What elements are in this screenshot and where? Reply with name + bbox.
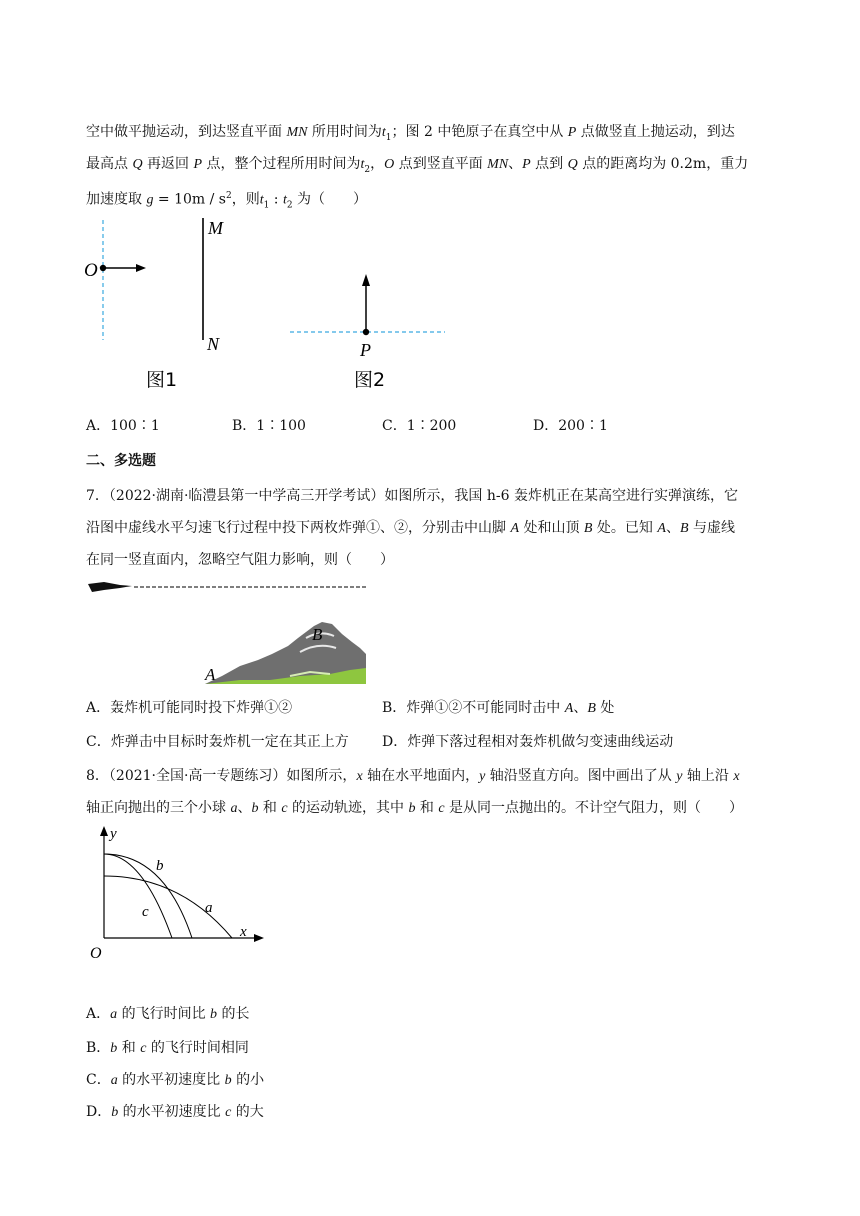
- trajectory-b: [104, 854, 192, 938]
- label-a-curve: a: [205, 900, 213, 916]
- q6-option-d[interactable]: D．200∶1: [533, 418, 608, 434]
- label-o: O: [90, 945, 102, 962]
- q6-line-3: 加速度取 $g = 10m / s^2$，则$t_1$ : $t_2$ 为（ ）: [86, 191, 368, 211]
- q8-line-2: 轴正向抛出的三个小球 a、b 和 c 的运动轨迹，其中 b 和 c 是从同一点抛出的。不计空气阻力，则（ ）: [86, 800, 744, 816]
- label-b: B: [312, 625, 323, 644]
- q6-line-2: 最高点 Q 再返回 P 点，整个过程所用时间为$t_2$，O 点到竖直平面 MN、P 点到 Q 点的距离均为 0.2m，重力: [86, 156, 749, 175]
- section-title: 二、多选题: [86, 453, 156, 469]
- label-b-curve: b: [156, 858, 164, 874]
- label-y: y: [110, 826, 117, 842]
- label-a: A: [205, 665, 216, 684]
- q7-line-3: 在同一竖直面内，忽略空气阻力影响，则（ ）: [86, 552, 394, 568]
- q6-option-c[interactable]: C．1∶200: [382, 418, 457, 434]
- fig2-caption: 图2: [354, 369, 386, 391]
- fig1-label-o: O: [84, 260, 98, 281]
- q6-option-b[interactable]: B．1∶100: [232, 418, 306, 434]
- q7-option-a[interactable]: A．轰炸机可能同时投下炸弹①②: [86, 700, 293, 716]
- label-c-curve: c: [142, 904, 149, 920]
- q7-line-1: 7．（2022·湖南·临澧县第一中学高三开学考试）如图所示，我国 h-6 轰炸机正在某高空进行实弹演练，它: [86, 488, 738, 504]
- fig2-point-p: [363, 329, 369, 335]
- fig1-label-n: N: [207, 334, 220, 354]
- q8-option-a[interactable]: A．a 的飞行时间比 b 的长: [86, 1006, 250, 1022]
- fig2-arrowhead: [362, 274, 370, 286]
- q7-option-b[interactable]: B．炸弹①②不可能同时击中 A、B 处: [382, 700, 615, 716]
- y-axis-arrowhead: [100, 826, 108, 836]
- bomber-icon: [88, 582, 132, 592]
- q7-option-c[interactable]: C．炸弹击中目标时轰炸机一定在其正上方: [86, 734, 349, 750]
- q7-figure: [0, 576, 860, 692]
- fig1-label-m: M: [208, 218, 223, 238]
- label-x: x: [240, 924, 247, 940]
- fig1-arrowhead: [136, 264, 146, 272]
- trajectory-a: [104, 876, 232, 938]
- q8-figure: [0, 820, 860, 966]
- fig1-caption: 图1: [146, 369, 178, 391]
- q8-option-b[interactable]: B．b 和 c 的飞行时间相同: [86, 1040, 249, 1056]
- fig2-label-p: P: [360, 340, 371, 360]
- q8-option-c[interactable]: C．a 的水平初速度比 b 的小: [86, 1072, 265, 1088]
- q6-option-a[interactable]: A．100∶1: [86, 418, 160, 434]
- q6-figure: [0, 210, 860, 400]
- q8-line-1: 8．（2021·全国·高一专题练习）如图所示，x 轴在水平地面内，y 轴沿竖直方向。图中画出了从 y 轴上沿 x: [86, 768, 740, 784]
- x-axis-arrowhead: [254, 934, 264, 942]
- q6-line-1: 空中做平抛运动，到达竖直平面 MN 所用时间为$t_1$；图 2 中铯原子在真空中从 P 点做竖直上抛运动，到达: [86, 124, 735, 143]
- q7-option-d[interactable]: D．炸弹下落过程相对轰炸机做匀变速曲线运动: [382, 734, 674, 750]
- q8-option-d[interactable]: D．b 的水平初速度比 c 的大: [86, 1104, 264, 1120]
- q7-line-2: 沿图中虚线水平匀速飞行过程中投下两枚炸弹①、②，分别击中山脚 A 处和山顶 B 处。已知 A、B 与虚线: [86, 520, 735, 536]
